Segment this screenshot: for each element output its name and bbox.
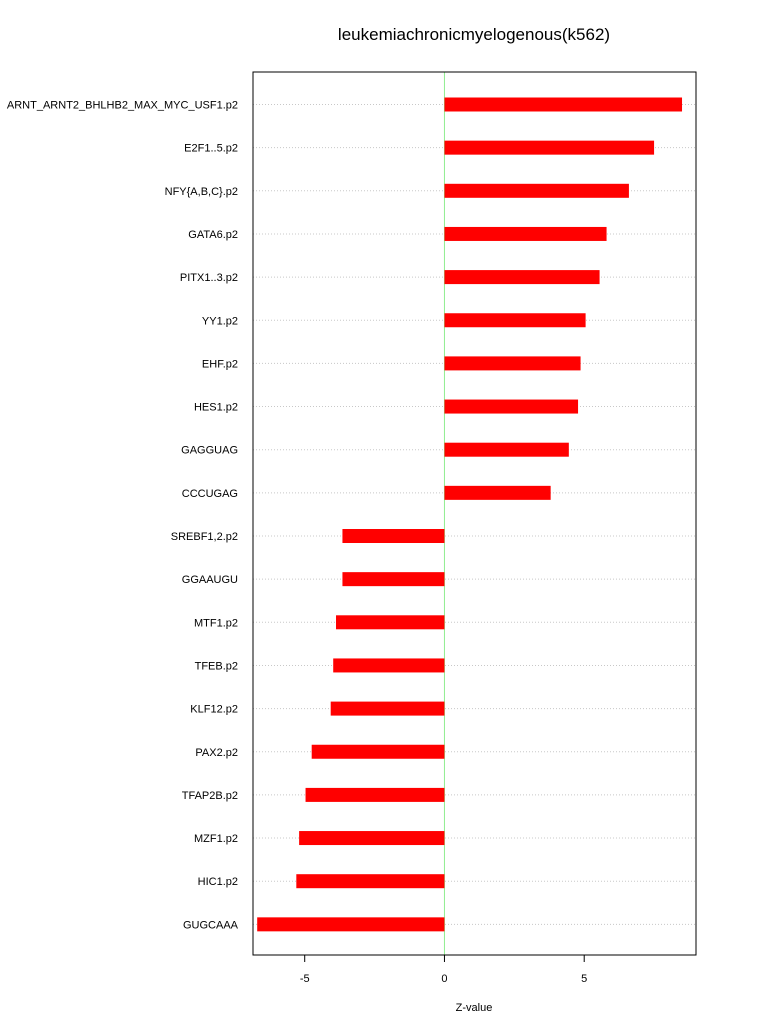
y-tick-label: HES1.p2 [193,401,238,414]
bar [342,529,444,543]
x-axis-label: Z-value [455,1002,493,1014]
bar [444,400,578,414]
y-tick-label: YY1.p2 [201,315,238,328]
y-tick-label: MTF1.p2 [193,617,238,630]
y-tick-label: KLF12.p2 [190,703,238,716]
y-tick-label: PAX2.p2 [195,746,238,759]
y-tick-labels [7,100,239,932]
bar [444,313,585,327]
bar [299,831,444,845]
bar [333,658,444,672]
bar [444,184,628,198]
x-tick-label: 0 [441,973,448,985]
y-tick-label: GUGCAAA [182,919,238,932]
bar [444,443,568,457]
y-tick-label: GGAAUGU [181,574,238,587]
y-tick-label: TFAP2B.p2 [181,789,238,802]
x-axis [300,955,587,985]
x-tick-label: -5 [299,973,310,985]
y-tick-label: PITX1..3.p2 [179,272,238,285]
bar [342,572,444,586]
y-tick-label: CCCUGAG [181,487,238,500]
y-tick-label: SREBF1,2.p2 [170,531,238,543]
y-tick-label: HIC1.p2 [197,876,238,889]
plot-frame [253,72,696,955]
bar [336,615,444,629]
bar [444,141,654,155]
x-tick-label: 5 [581,973,588,985]
bars [257,98,682,932]
y-tick-label: EHF.p2 [201,358,238,371]
bar [444,356,580,370]
y-tick-label: E2F1..5.p2 [184,142,238,155]
y-tick-label: NFY{A,B,C}.p2 [164,185,238,198]
bar [331,702,445,716]
bar [444,227,606,241]
bar [312,745,445,759]
y-tick-label: TFEB.p2 [194,660,238,673]
bar [257,917,444,931]
bar [444,270,599,284]
chart-title: leukemiachronicmyelogenous(k562) [337,25,611,44]
y-tick-label: GAGGUAG [181,444,238,457]
bar [306,788,445,802]
bar [296,874,444,888]
y-tick-label: ARNT_ARNT2_BHLHB2_MAX_MYC_USF1.p2 [6,99,238,112]
y-tick-label: MZF1.p2 [193,833,238,846]
bar [444,486,550,500]
y-tick-label: GATA6.p2 [188,228,238,241]
bar [444,98,682,112]
